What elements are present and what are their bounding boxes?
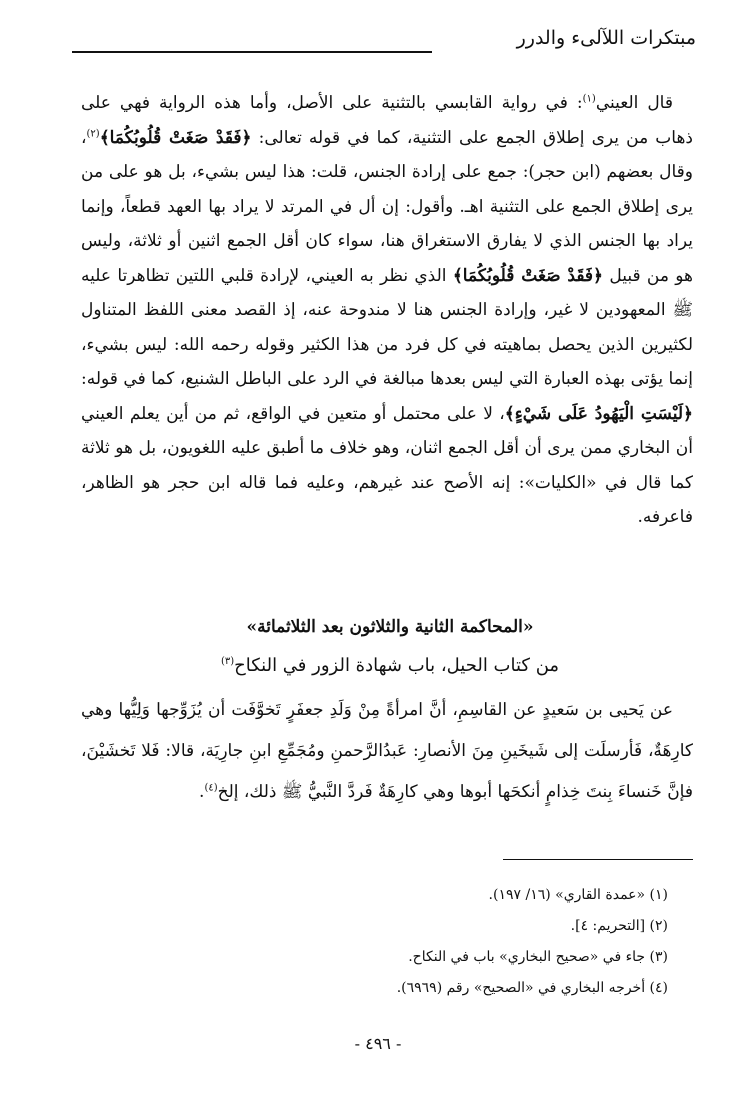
footnotes: [108, 880, 668, 1004]
subsection-title-text: من كتاب الحيل، باب شهادة الزور في النكاح: [234, 655, 560, 676]
paragraph-text-1: : في رواية القابسي بالتثنية على الأصل، وأما هذه الرواية فهي على ذهاب من يرى إطلاق الجمع على التثنية، كما في قوله تعالى:: [81, 93, 694, 148]
paragraph-text-4: ، لا على محتمل أو متعين في الواقع، ثم من أين يعلم العيني أن البخاري ممن يرى أن أقل الجمع اثنان، وهو خلاف ما أطبق عليه اللغويون، بل هو ثلاثة كما قال في «الكليات»: إنه الأصح عند غيرهم، وعليه فما قاله ابن حجر هو الظاهر، فاعرفه.: [81, 403, 693, 527]
paragraph-text-3: الذي نظر به العيني، لإرادة قلبي اللتين تظاهرتا عليه ﷺ المعهودين لا غير، وإرادة الجنس هنا لا مندوحة عنه، إذ القصد معنى اللفظ المتناول لكثيرين الذين يحصل بماهيته في كل فرد من هذا الكثير وقوله رحمه الله: ليس بشيء، إنما يؤتى بهذه العبارة التي ليس بعدها مبالغة في الرد على الباطل الشنيع، كما في قوله:: [81, 265, 693, 389]
footnote-4: (٤) أخرجه البخاري في «الصحيح» رقم (٦٩٦٩).: [396, 980, 668, 996]
header-rule: [72, 51, 432, 53]
paragraph-text-2: ، وقال بعضهم (ابن حجر): جمع على إرادة الجنس، قلت: هذا ليس بشيء، بل هو على من يرى إطلاق الجمع على التثنية اهـ. وأقول: إن أل في المرتد لا يراد بها العهد قطعاً، وإنما يراد بها الجنس الذي لا يفارق الاستغراق هنا، سواء كان أقل الجمع اثنين أو ثلاثة، وليس هو من قبيل: [81, 127, 693, 286]
hadith-text: عن يَحيى بن سَعيدٍ عن القاسِمِ، أنَّ امرأةً مِنْ وَلَدِ جعفَرٍ تَخوَّفَت أن يُزَوِّجها وَلِيُّها وهي كارِهَةٌ، فَأرسلَت إلى شَيخَينِ مِنَ الأنصارِ: عَبدُالرَّحمنِ ومُجَمِّعِ ابنِ جارِيَة، قالا: فَلا تَخشَيْنَ، فإنَّ خَنساءَ بِنتَ خِذامٍ أنكحَها أبوها وهي كارِهَةٌ فَردَّ النَّبيُّ ﷺ ذلك، إلخ: [81, 700, 693, 802]
quran-quote-3: ﴿لَيْسَتِ الْيَهُودُ عَلَى شَيْءٍ﴾: [504, 403, 693, 424]
footnote-ref-3: (٣): [220, 656, 235, 667]
footnote-rule: [503, 859, 693, 860]
footnote-2: (٢) [التحريم: ٤].: [570, 918, 668, 934]
footnote-ref-1: (١): [582, 93, 596, 105]
commentary-paragraph: [81, 86, 693, 535]
footnote-3: (٣) جاء في «صحيح البخاري» باب في النكاح.: [408, 949, 668, 965]
page-number: - ٤٩٦ -: [354, 1034, 402, 1053]
footnote-1: (١) «عمدة القاري» (١٦/ ١٩٧).: [488, 887, 668, 903]
hadith-paragraph: [81, 690, 693, 813]
footnote-ref-2: (٢): [86, 127, 100, 139]
subsection-title: [84, 650, 696, 682]
footnote-ref-4: (٤): [204, 782, 218, 794]
quran-quote-1: ﴿فَقَدْ صَغَتْ قُلُوبُكُمَا﴾: [99, 127, 252, 148]
quran-quote-2: ﴿فَقَدْ صَغَتْ قُلُوبُكُمَا﴾: [452, 265, 604, 286]
paragraph-intro: قال العيني: [595, 93, 673, 113]
running-head: مبتكرات اللآلىء والدرر: [516, 27, 696, 49]
hadith-end: .: [199, 782, 205, 802]
section-title: «المحاكمة الثانية والثلاثون بعد الثلاثمائة»: [246, 617, 534, 637]
